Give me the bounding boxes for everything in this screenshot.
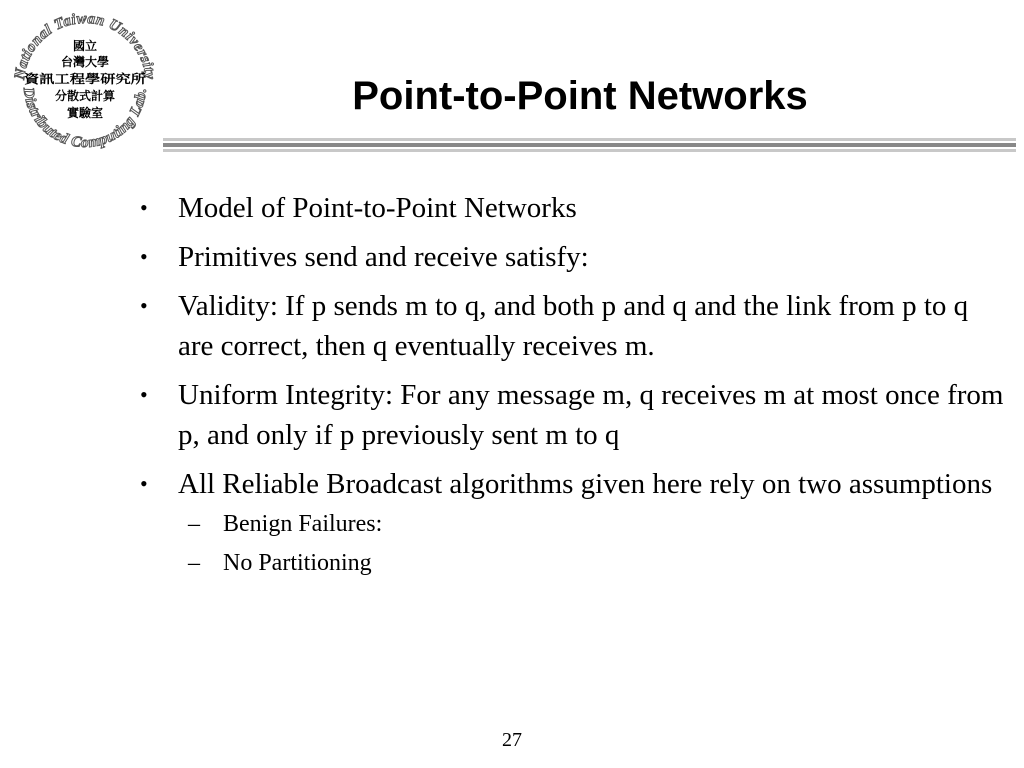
sub-bullet-text: Benign Failures: [223,511,383,537]
bullet-dot: • [140,382,148,407]
bullet-text: Model of Point-to-Point Networks [178,192,577,224]
logo-line-3: 資訊工程學研究所 [24,72,121,86]
bullet-item [138,237,1008,277]
sub-bullet-text: No Partitioning [223,550,372,576]
divider-line-bottom [163,149,1016,152]
lab-logo [10,6,160,158]
sub-bullet-item [178,508,1008,540]
bullet-text: All Reliable Broadcast algorithms given here rely on two assumptions [178,468,993,500]
bullet-item [138,375,1008,455]
sub-bullet-dash: – [188,550,200,576]
page-number: 27 [502,729,522,751]
logo-line-5: 實驗室 [66,106,104,120]
bullet-text: Validity: If p sends m to q, and both p and q and the link from p to q are correct, then q eventually receives m. [178,290,969,362]
bullet-dot: • [140,195,148,220]
bullet-item [138,188,1008,228]
bullet-text: Uniform Integrity: For any message m, q receives m at most once from p, and only if p previously sent m to q [178,379,1004,451]
logo-line-1: 國立 [72,39,98,53]
bullet-item [138,286,1008,366]
title-divider [163,138,1016,154]
bullet-text: Primitives send and receive satisfy: [178,241,589,273]
logo-line-4: 分散式計算 [54,89,116,103]
logo-arc-top-text: National Taiwan University [12,10,158,81]
slide-title: Point-to-Point Networks [352,74,808,118]
bullet-list [138,188,1008,588]
bullet-item [138,464,1008,579]
divider-line-top [163,138,1016,141]
bullet-dot: • [140,244,148,269]
logo-line-2: 台灣大學 [60,55,110,69]
divider-line-middle [163,143,1016,147]
sub-bullet-item [178,547,1008,579]
bullet-dot: • [140,471,148,496]
sub-bullet-list [178,508,1008,579]
logo-arc-bottom-text: Distributed Computing Lab. [19,86,150,152]
lab-logo-graphic [10,6,160,158]
sub-bullet-dash: – [188,511,200,537]
bullet-dot: • [140,293,148,318]
